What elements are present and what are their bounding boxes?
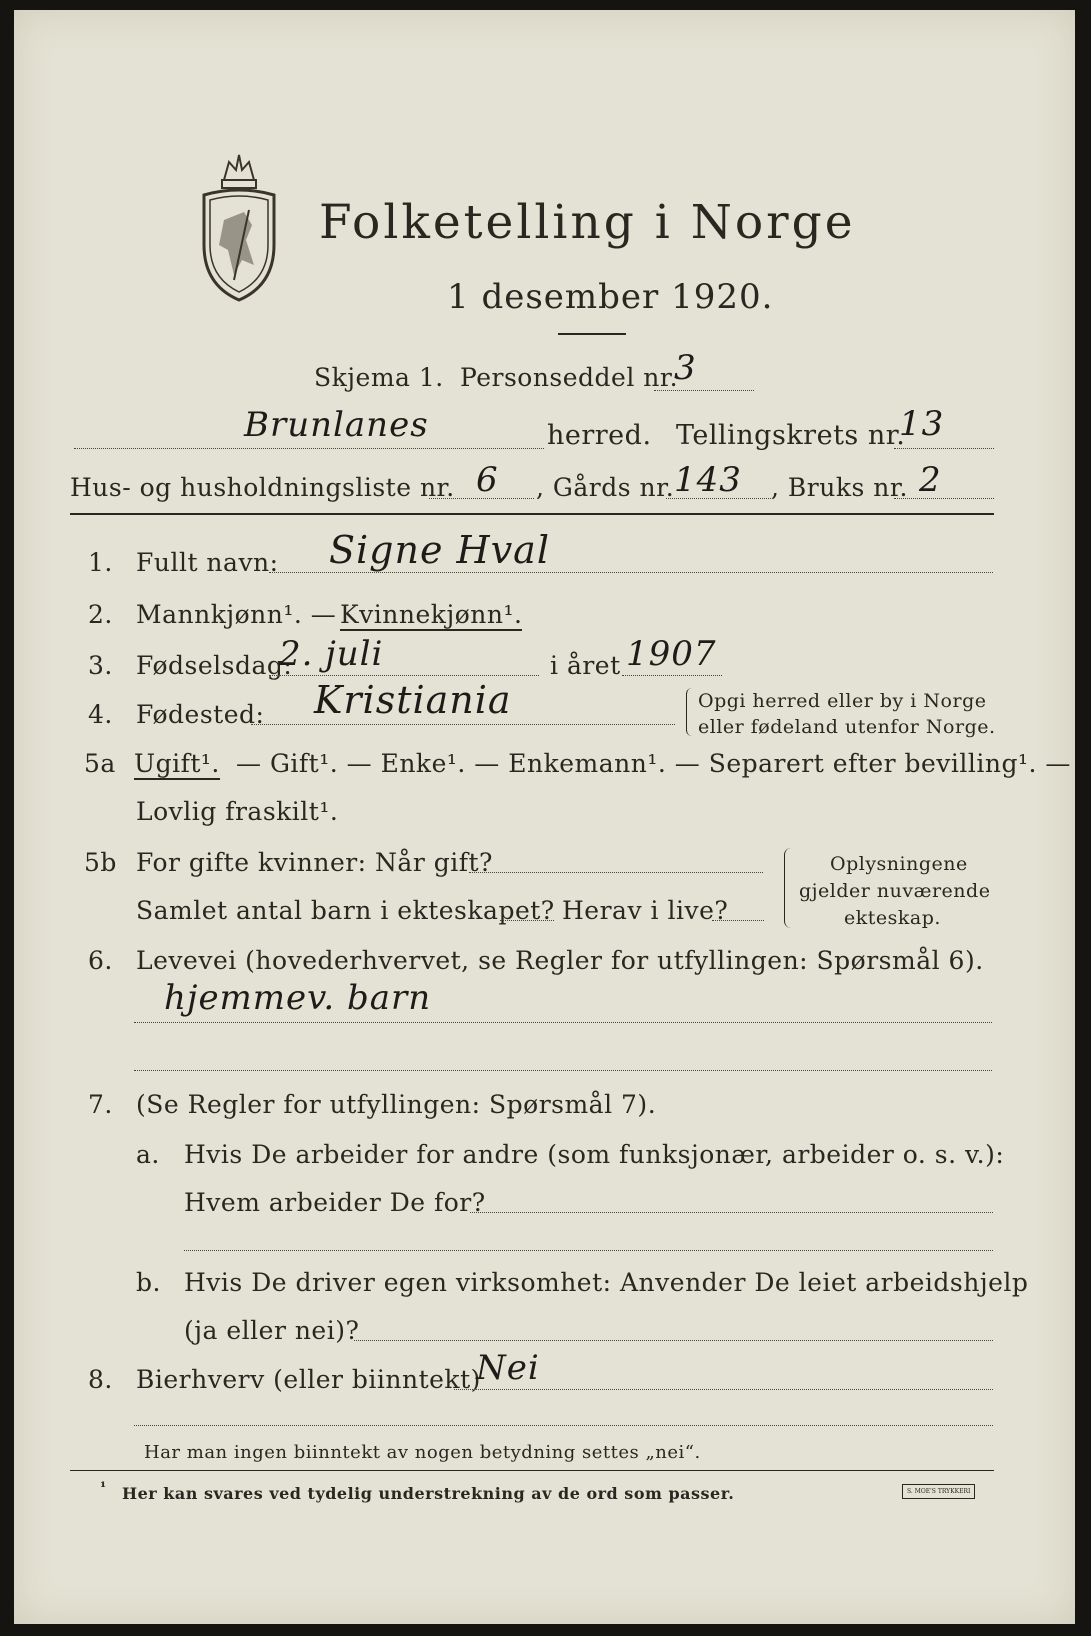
- gards-nr-value: 143: [674, 460, 742, 500]
- ugift-option: Ugift¹.: [134, 749, 220, 778]
- coat-of-arms-icon: [194, 150, 284, 305]
- alive-label: Herav i live?: [562, 896, 729, 925]
- footnote-mark: ¹: [100, 1480, 107, 1496]
- civil-status-options: — Gift¹. — Enke¹. — Enkemann¹. — Separert efter bevilling¹. —: [236, 749, 1071, 778]
- q1-label: Fullt navn:: [136, 548, 279, 577]
- q7a-letter: a.: [136, 1140, 160, 1169]
- krets-nr-line: [894, 448, 994, 449]
- q8-label: Bierhverv (eller biinntekt): [136, 1365, 481, 1394]
- census-date: 1 desember 1920.: [447, 277, 774, 317]
- female-option: Kvinnekjønn¹.: [340, 600, 523, 629]
- birthday-line: [269, 675, 539, 676]
- occupation-line-2: [134, 1070, 992, 1071]
- person-label: Personseddel nr.: [460, 363, 679, 392]
- q6-number: 6.: [88, 946, 113, 975]
- footnote-divider: [70, 1470, 994, 1471]
- children-label: Samlet antal barn i ekteskapet?: [136, 896, 555, 925]
- printer-stamp: S. MOE'S TRYKKERI: [902, 1484, 975, 1499]
- q4-label: Fødested:: [136, 700, 265, 729]
- person-nr-value: 3: [674, 348, 697, 388]
- alive-line: [712, 920, 764, 921]
- q7b-text: Hvis De driver egen virksomhet: Anvender De leiet arbeidshjelp: [184, 1268, 1029, 1297]
- krets-nr-value: 13: [899, 404, 945, 444]
- q7a-text: Hvis De arbeider for andre (som funksjonær, arbeider o. s. v.):: [184, 1140, 1005, 1169]
- birth-year-value: 1907: [626, 634, 717, 674]
- bruks-nr-line: [894, 498, 994, 499]
- full-name-value: Signe Hval: [329, 528, 550, 572]
- q4-note-line2: eller fødeland utenfor Norge.: [698, 716, 996, 738]
- q2-number: 2.: [88, 600, 113, 629]
- lovlig-fraskilt-option: Lovlig fraskilt¹.: [136, 797, 339, 826]
- census-form: [14, 10, 1075, 1624]
- q8-number: 8.: [88, 1365, 113, 1394]
- side-income-line-2: [134, 1425, 993, 1426]
- employer-line-2: [184, 1250, 993, 1251]
- q5b-note-line1: Oplysningene: [830, 853, 968, 875]
- q3-number: 3.: [88, 651, 113, 680]
- schema-label: Skjema 1.: [314, 363, 444, 392]
- header-divider: [70, 513, 994, 515]
- hired-help-line: [354, 1340, 993, 1341]
- herred-line: [74, 448, 544, 449]
- gards-label: , Gårds nr.: [536, 473, 675, 502]
- nei-instruction: Har man ingen biinntekt av nogen betydning settes „nei“.: [144, 1442, 701, 1463]
- q7-number: 7.: [88, 1090, 113, 1119]
- bruks-nr-value: 2: [919, 460, 942, 500]
- q7-label: (Se Regler for utfyllingen: Spørsmål 7).: [136, 1090, 657, 1119]
- q7b-yes-no-label: (ja eller nei)?: [184, 1316, 360, 1345]
- q1-line: [269, 572, 993, 573]
- person-nr-line: [654, 390, 754, 391]
- q7a-employer-label: Hvem arbeider De for?: [184, 1188, 486, 1217]
- employer-line: [470, 1212, 993, 1213]
- herred-label: herred.: [547, 420, 652, 451]
- footnote-text: Her kan svares ved tydelig understrekning av de ord som passer.: [122, 1484, 735, 1503]
- q5b-note-line3: ekteskap.: [844, 907, 941, 929]
- q7b-letter: b.: [136, 1268, 161, 1297]
- birthplace-value: Kristiania: [314, 678, 512, 722]
- krets-label: Tellingskrets nr.: [676, 420, 906, 451]
- q3-label: Fødselsdag:: [136, 651, 293, 680]
- q4-number: 4.: [88, 700, 113, 729]
- q5b-number: 5b: [84, 848, 117, 877]
- year-label: i året: [550, 651, 621, 680]
- title-rule: [558, 333, 626, 335]
- q5b-brace: [784, 848, 791, 928]
- birthplace-line: [251, 724, 675, 725]
- household-label: Hus- og husholdningsliste nr.: [70, 473, 455, 502]
- year-line: [622, 675, 722, 676]
- married-when-label: For gifte kvinner: Når gift?: [136, 848, 493, 877]
- form-title: Folketelling i Norge: [319, 195, 856, 250]
- q6-label: Levevei (hovederhvervet, se Regler for utfyllingen: Spørsmål 6).: [136, 946, 984, 975]
- children-line: [500, 920, 554, 921]
- bruks-label: , Bruks nr.: [771, 473, 908, 502]
- q5b-note-line2: gjelder nuværende: [799, 880, 991, 902]
- occupation-line-1: [134, 1022, 992, 1023]
- birthday-value: 2. juli: [279, 634, 384, 674]
- liste-nr-value: 6: [476, 460, 499, 500]
- herred-value: Brunlanes: [244, 405, 429, 445]
- q4-brace: [686, 688, 693, 736]
- male-option: Mannkjønn¹. —: [136, 600, 337, 629]
- occupation-value: hjemmev. barn: [164, 978, 432, 1018]
- married-when-line: [469, 872, 763, 873]
- side-income-line: [454, 1389, 993, 1390]
- side-income-value: Nei: [476, 1348, 540, 1388]
- q4-note-line1: Opgi herred eller by i Norge: [698, 690, 987, 712]
- q1-number: 1.: [88, 548, 113, 577]
- q5a-number: 5a: [84, 749, 116, 778]
